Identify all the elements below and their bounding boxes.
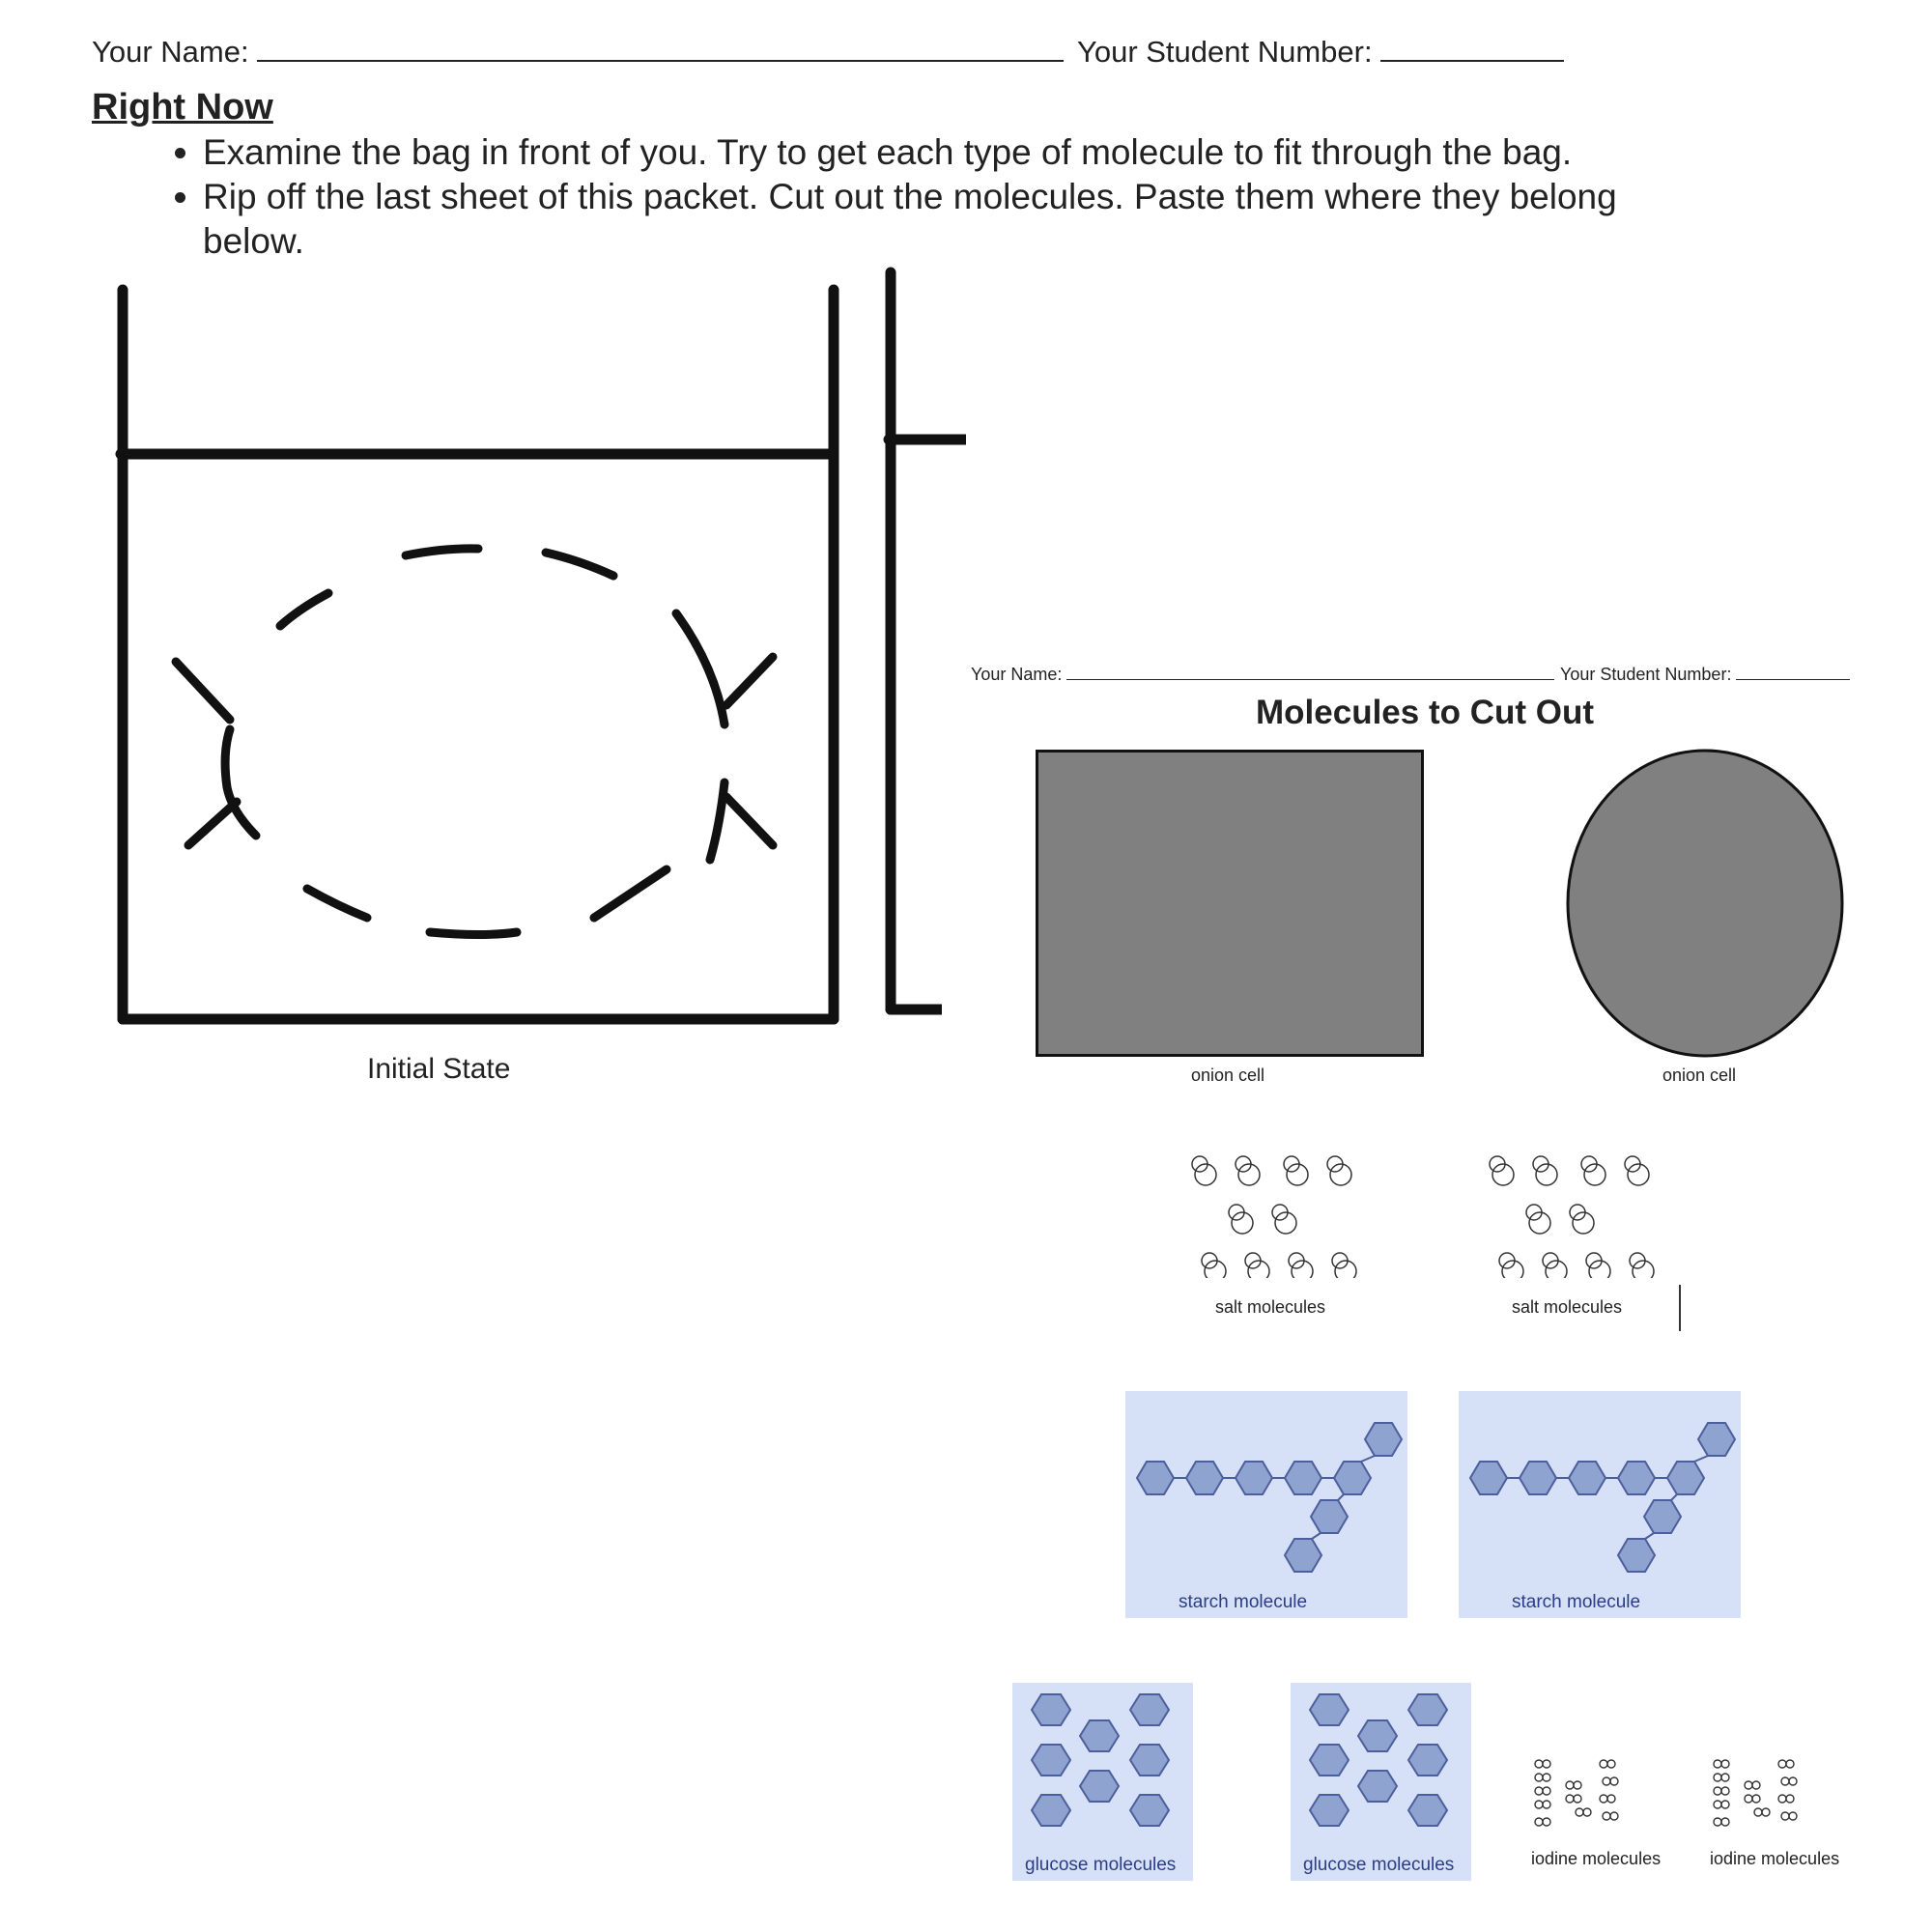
cutout-student-number-label: Your Student Number: xyxy=(1560,665,1850,685)
glucose-molecules-graphic xyxy=(1291,1683,1471,1857)
initial-state-beaker xyxy=(121,290,834,1019)
salt-molecules-graphic xyxy=(1188,1152,1372,1278)
salt-molecules-graphic xyxy=(1486,1152,1669,1278)
onion-cell-square xyxy=(1036,750,1424,1057)
salt-molecules-label: salt molecules xyxy=(1512,1297,1623,1317)
initial-state-bag xyxy=(176,549,773,935)
iodine-molecules-label: iodine molecules xyxy=(1710,1849,1840,1868)
onion-cell-label: onion cell xyxy=(1662,1065,1737,1085)
glucose-molecules-card xyxy=(1291,1683,1471,1881)
student-number-blank-line xyxy=(1380,41,1564,62)
iodine-molecules-graphic xyxy=(1531,1756,1637,1853)
glucose-molecules-label: glucose molecules xyxy=(1303,1855,1455,1875)
starch-molecule-graphic xyxy=(1459,1391,1741,1584)
starch-molecule-card xyxy=(1459,1391,1741,1618)
cutout-name-blank-line xyxy=(1066,668,1554,680)
starch-molecule-graphic xyxy=(1125,1391,1407,1584)
cutout-sheet xyxy=(942,645,1932,1932)
instruction-list xyxy=(145,130,1719,264)
cut-mark xyxy=(1679,1285,1681,1331)
starch-molecule-label: starch molecule xyxy=(1512,1592,1641,1612)
cutout-sheet-title: Molecules to Cut Out xyxy=(1256,694,1594,731)
onion-cell-label: onion cell xyxy=(1191,1065,1265,1085)
glucose-molecules-label: glucose molecules xyxy=(1025,1855,1177,1875)
starch-molecule-label: starch molecule xyxy=(1179,1592,1308,1612)
name-field-label: Your Name: xyxy=(92,35,1064,70)
beaker-diagrams xyxy=(0,261,966,1053)
instruction-item: • Examine the bag in front of you. Try to get each type of molecule to fit through the bag. xyxy=(203,130,1719,175)
glucose-molecules-card xyxy=(1012,1683,1193,1881)
onion-cell-circle xyxy=(1560,747,1850,1061)
glucose-molecules-graphic xyxy=(1012,1683,1193,1857)
cutout-name-label: Your Name: xyxy=(971,665,1554,685)
student-number-field-label: Your Student Number: xyxy=(1077,35,1564,70)
cutout-student-number-blank-line xyxy=(1736,668,1850,680)
instruction-item: • Rip off the last sheet of this packet. Cut out the molecules. Paste them where they belong below. xyxy=(203,175,1719,264)
starch-molecule-card xyxy=(1125,1391,1407,1618)
initial-state-caption: Initial State xyxy=(367,1053,511,1085)
right-now-heading: Right Now xyxy=(92,87,273,128)
salt-molecules-label: salt molecules xyxy=(1215,1297,1326,1317)
name-blank-line xyxy=(257,41,1064,62)
iodine-molecules-label: iodine molecules xyxy=(1531,1849,1662,1868)
iodine-molecules-graphic xyxy=(1710,1756,1816,1853)
